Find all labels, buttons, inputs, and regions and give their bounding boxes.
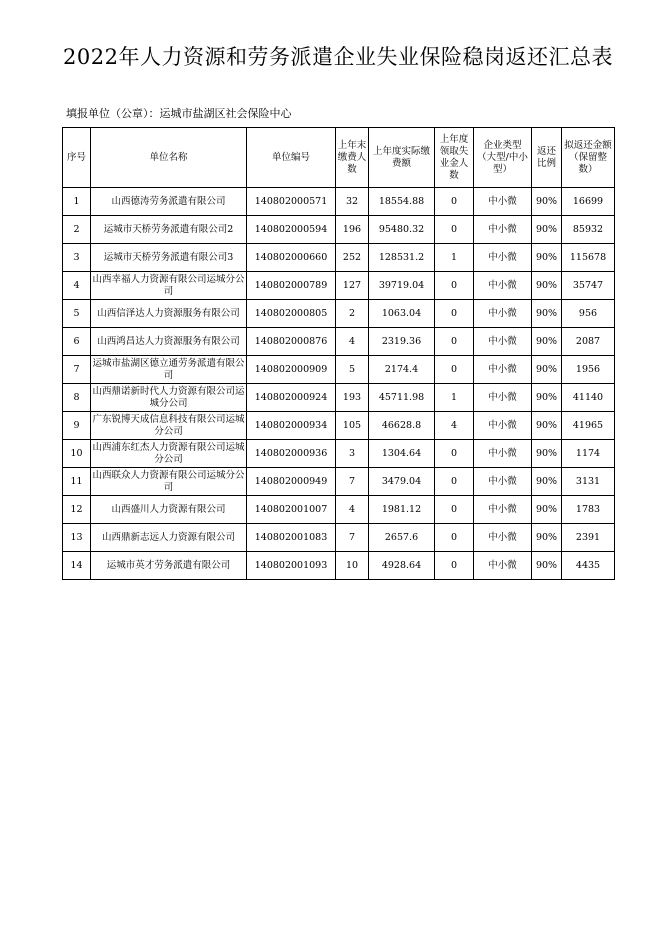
cell-company-type: 中小微 xyxy=(474,188,532,216)
cell-paid-amount: 18554.88 xyxy=(369,188,435,216)
cell-company-type: 中小微 xyxy=(474,328,532,356)
cell-refund-ratio: 90% xyxy=(532,552,562,580)
header-company-type: 企业类型（大型/中小型） xyxy=(474,128,532,188)
cell-unit-code: 140802000660 xyxy=(247,244,336,272)
cell-refund-amount: 16699 xyxy=(562,188,615,216)
cell-refund-ratio: 90% xyxy=(532,468,562,496)
cell-company-type: 中小微 xyxy=(474,440,532,468)
table-row xyxy=(63,244,615,272)
cell-refund-amount: 2087 xyxy=(562,328,615,356)
cell-staff-count: 127 xyxy=(336,272,369,300)
table-row xyxy=(63,496,615,524)
cell-company-type: 中小微 xyxy=(474,412,532,440)
table-row xyxy=(63,524,615,552)
cell-seq: 11 xyxy=(63,468,91,496)
cell-staff-count: 10 xyxy=(336,552,369,580)
table-row xyxy=(63,356,615,384)
header-unit-name: 单位名称 xyxy=(91,128,247,188)
cell-seq: 2 xyxy=(63,216,91,244)
reporting-unit-label: 填报单位（公章）：运城市盐湖区社会保险中心 xyxy=(66,107,292,120)
header-unit-code: 单位编号 xyxy=(247,128,336,188)
cell-benefit-count: 1 xyxy=(435,244,474,272)
cell-unit-name: 山西浦东红杰人力资源有限公司运城分公司 xyxy=(91,440,247,468)
cell-benefit-count: 0 xyxy=(435,496,474,524)
cell-company-type: 中小微 xyxy=(474,552,532,580)
cell-refund-amount: 1783 xyxy=(562,496,615,524)
header-seq: 序号 xyxy=(63,128,91,188)
table-row xyxy=(63,300,615,328)
header-benefit-count: 上年度领取失业金人数 xyxy=(435,128,474,188)
header-paid-amount: 上年度实际缴费额 xyxy=(369,128,435,188)
cell-refund-ratio: 90% xyxy=(532,328,562,356)
cell-unit-name: 山西幸福人力资源有限公司运城分公司 xyxy=(91,272,247,300)
cell-paid-amount: 4928.64 xyxy=(369,552,435,580)
cell-staff-count: 7 xyxy=(336,468,369,496)
cell-company-type: 中小微 xyxy=(474,356,532,384)
cell-unit-name: 运城市天桥劳务派遣有限公司3 xyxy=(91,244,247,272)
cell-refund-ratio: 90% xyxy=(532,244,562,272)
cell-refund-amount: 2391 xyxy=(562,524,615,552)
cell-benefit-count: 0 xyxy=(435,216,474,244)
cell-unit-name: 运城市英才劳务派遣有限公司 xyxy=(91,552,247,580)
cell-company-type: 中小微 xyxy=(474,272,532,300)
cell-seq: 14 xyxy=(63,552,91,580)
cell-unit-code: 140802001093 xyxy=(247,552,336,580)
cell-seq: 3 xyxy=(63,244,91,272)
cell-staff-count: 105 xyxy=(336,412,369,440)
cell-refund-amount: 115678 xyxy=(562,244,615,272)
cell-refund-ratio: 90% xyxy=(532,300,562,328)
cell-seq: 9 xyxy=(63,412,91,440)
cell-benefit-count: 0 xyxy=(435,468,474,496)
cell-refund-ratio: 90% xyxy=(532,384,562,412)
cell-refund-amount: 1956 xyxy=(562,356,615,384)
cell-refund-ratio: 90% xyxy=(532,216,562,244)
cell-benefit-count: 1 xyxy=(435,384,474,412)
cell-staff-count: 32 xyxy=(336,188,369,216)
cell-refund-amount: 35747 xyxy=(562,272,615,300)
cell-unit-code: 140802001007 xyxy=(247,496,336,524)
cell-paid-amount: 1304.64 xyxy=(369,440,435,468)
cell-refund-ratio: 90% xyxy=(532,188,562,216)
cell-refund-amount: 3131 xyxy=(562,468,615,496)
cell-unit-code: 140802000594 xyxy=(247,216,336,244)
cell-paid-amount: 1981.12 xyxy=(369,496,435,524)
table-header-row xyxy=(63,128,615,188)
cell-staff-count: 4 xyxy=(336,328,369,356)
table-row xyxy=(63,216,615,244)
cell-refund-ratio: 90% xyxy=(532,356,562,384)
cell-unit-name: 山西鼎诺新时代人力资源有限公司运城分公司 xyxy=(91,384,247,412)
cell-paid-amount: 39719.04 xyxy=(369,272,435,300)
cell-refund-ratio: 90% xyxy=(532,412,562,440)
table-row xyxy=(63,328,615,356)
table-row xyxy=(63,552,615,580)
cell-unit-code: 140802000571 xyxy=(247,188,336,216)
cell-refund-ratio: 90% xyxy=(532,272,562,300)
cell-staff-count: 196 xyxy=(336,216,369,244)
header-refund-amount: 拟返还金额（保留整数） xyxy=(562,128,615,188)
table-row xyxy=(63,412,615,440)
cell-unit-name: 山西德涛劳务派遣有限公司 xyxy=(91,188,247,216)
cell-seq: 6 xyxy=(63,328,91,356)
cell-refund-ratio: 90% xyxy=(532,524,562,552)
table-row xyxy=(63,272,615,300)
cell-paid-amount: 2319.36 xyxy=(369,328,435,356)
cell-refund-amount: 956 xyxy=(562,300,615,328)
cell-benefit-count: 0 xyxy=(435,552,474,580)
document-title: 2022年人力资源和劳务派遣企业失业保险稳岗返还汇总表 xyxy=(63,45,613,69)
cell-paid-amount: 45711.98 xyxy=(369,384,435,412)
cell-unit-code: 140802000934 xyxy=(247,412,336,440)
cell-company-type: 中小微 xyxy=(474,496,532,524)
cell-unit-name: 山西盛川人力资源有限公司 xyxy=(91,496,247,524)
refund-summary-table xyxy=(62,127,615,580)
cell-unit-code: 140802001083 xyxy=(247,524,336,552)
cell-unit-code: 140802000949 xyxy=(247,468,336,496)
cell-unit-name: 山西鼎新志远人力资源有限公司 xyxy=(91,524,247,552)
cell-seq: 8 xyxy=(63,384,91,412)
cell-company-type: 中小微 xyxy=(474,524,532,552)
cell-paid-amount: 1063.04 xyxy=(369,300,435,328)
cell-refund-ratio: 90% xyxy=(532,496,562,524)
cell-paid-amount: 2174.4 xyxy=(369,356,435,384)
cell-unit-code: 140802000924 xyxy=(247,384,336,412)
cell-seq: 10 xyxy=(63,440,91,468)
cell-benefit-count: 0 xyxy=(435,440,474,468)
cell-company-type: 中小微 xyxy=(474,244,532,272)
cell-benefit-count: 0 xyxy=(435,356,474,384)
cell-staff-count: 7 xyxy=(336,524,369,552)
cell-unit-code: 140802000936 xyxy=(247,440,336,468)
cell-benefit-count: 0 xyxy=(435,272,474,300)
cell-seq: 5 xyxy=(63,300,91,328)
table-row xyxy=(63,440,615,468)
cell-benefit-count: 4 xyxy=(435,412,474,440)
cell-paid-amount: 128531.2 xyxy=(369,244,435,272)
cell-benefit-count: 0 xyxy=(435,300,474,328)
cell-paid-amount: 2657.6 xyxy=(369,524,435,552)
cell-staff-count: 2 xyxy=(336,300,369,328)
cell-company-type: 中小微 xyxy=(474,216,532,244)
cell-benefit-count: 0 xyxy=(435,188,474,216)
cell-seq: 4 xyxy=(63,272,91,300)
cell-seq: 7 xyxy=(63,356,91,384)
cell-company-type: 中小微 xyxy=(474,468,532,496)
table-row xyxy=(63,468,615,496)
cell-refund-ratio: 90% xyxy=(532,440,562,468)
cell-company-type: 中小微 xyxy=(474,384,532,412)
cell-refund-amount: 1174 xyxy=(562,440,615,468)
cell-unit-code: 140802000876 xyxy=(247,328,336,356)
cell-unit-code: 140802000789 xyxy=(247,272,336,300)
cell-unit-code: 140802000909 xyxy=(247,356,336,384)
header-staff-count: 上年末缴费人数 xyxy=(336,128,369,188)
table-row xyxy=(63,188,615,216)
cell-benefit-count: 0 xyxy=(435,328,474,356)
cell-staff-count: 193 xyxy=(336,384,369,412)
cell-unit-name: 山西信泽达人力资源服务有限公司 xyxy=(91,300,247,328)
header-refund-ratio: 返还比例 xyxy=(532,128,562,188)
cell-seq: 13 xyxy=(63,524,91,552)
cell-paid-amount: 46628.8 xyxy=(369,412,435,440)
cell-unit-name: 山西联众人力资源有限公司运城分公司 xyxy=(91,468,247,496)
cell-benefit-count: 0 xyxy=(435,524,474,552)
cell-staff-count: 4 xyxy=(336,496,369,524)
cell-seq: 1 xyxy=(63,188,91,216)
cell-staff-count: 5 xyxy=(336,356,369,384)
cell-unit-name: 运城市盐湖区德立通劳务派遣有限公司 xyxy=(91,356,247,384)
cell-staff-count: 3 xyxy=(336,440,369,468)
cell-refund-amount: 4435 xyxy=(562,552,615,580)
cell-paid-amount: 3479.04 xyxy=(369,468,435,496)
cell-paid-amount: 95480.32 xyxy=(369,216,435,244)
cell-refund-amount: 85932 xyxy=(562,216,615,244)
cell-unit-name: 山西鸿昌达人力资源服务有限公司 xyxy=(91,328,247,356)
cell-unit-name: 广东锐博天成信息科技有限公司运城分公司 xyxy=(91,412,247,440)
cell-refund-amount: 41965 xyxy=(562,412,615,440)
cell-company-type: 中小微 xyxy=(474,300,532,328)
cell-staff-count: 252 xyxy=(336,244,369,272)
cell-seq: 12 xyxy=(63,496,91,524)
cell-unit-name: 运城市天桥劳务派遣有限公司2 xyxy=(91,216,247,244)
table-body xyxy=(63,188,615,580)
cell-refund-amount: 41140 xyxy=(562,384,615,412)
table-row xyxy=(63,384,615,412)
cell-unit-code: 140802000805 xyxy=(247,300,336,328)
